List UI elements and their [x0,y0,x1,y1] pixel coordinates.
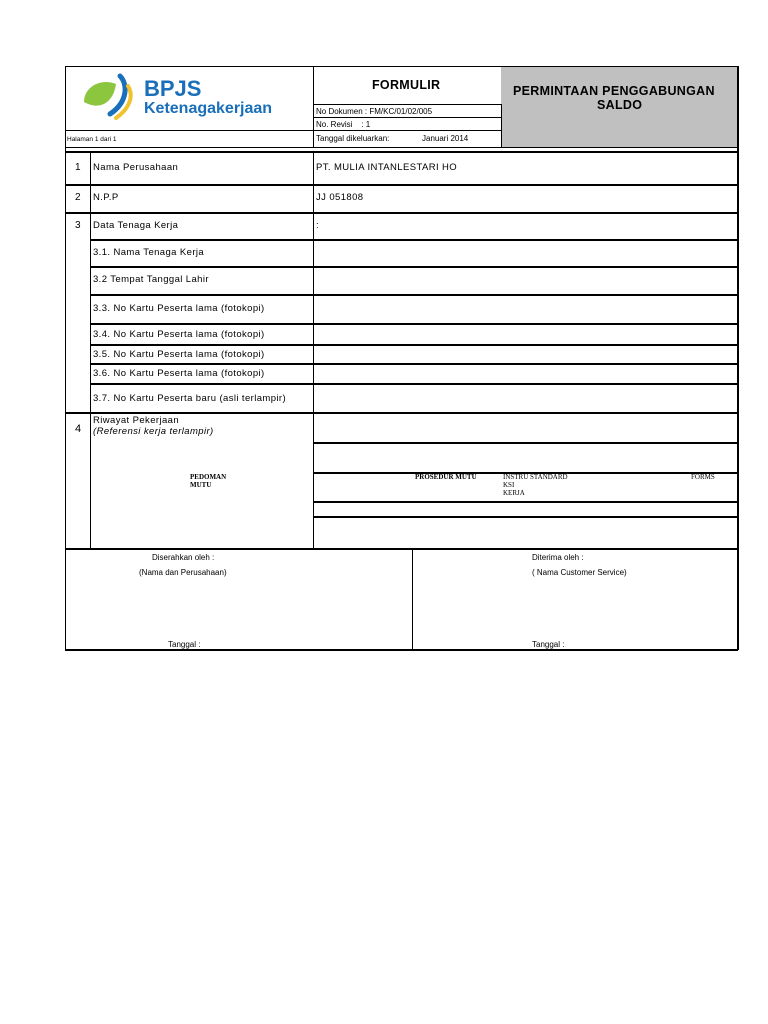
overlay-mutu: MUTU [190,481,212,489]
page-indicator: Halaman 1 dari 1 [67,136,117,143]
frame-right [737,66,739,650]
row-1-number: 1 [75,162,81,173]
header-divider-v2 [501,104,502,148]
row-line-9 [90,383,738,385]
row-1-value: PT. MULIA INTANLESTARI HO [316,162,458,173]
row-3-7-label: 3.7. No Kartu Peserta baru (asli terlampir) [93,393,287,404]
row-3-4-label: 3.4. No Kartu Peserta lama (fotokopi) [93,329,265,340]
overlay-kerja: KERJA [503,489,525,497]
row-2-value: JJ 051808 [316,192,364,203]
row-2-number: 2 [75,192,81,203]
row-4-note: (Referensi kerja terlampir) [93,426,214,437]
row-1-label: Nama Perusahaan [93,162,179,173]
header-bottom-a [65,147,738,148]
handed-over-date: Tanggal : [168,640,201,649]
overlay-pedoman: PEDOMAN [190,473,227,481]
r4-bottom [65,548,738,550]
row-line-4 [90,266,738,268]
row-3-value: : [316,220,320,231]
revision-number: No. Revisi : 1 [316,120,371,129]
col-num-divider [90,151,91,549]
r4-line-c [313,501,738,503]
logo-brand-text: BPJS [144,76,202,101]
logo-leaf-icon [80,72,140,124]
bpjs-logo [80,72,300,124]
row-3-6-label: 3.6. No Kartu Peserta lama (fotokopi) [93,368,265,379]
frame-bottom [65,649,738,651]
row-line-8 [90,363,738,365]
row-2-label: N.P.P [93,192,119,203]
frame-left [65,66,66,650]
row-3-label: Data Tenaga Kerja [93,220,179,231]
page-title-line2: SALDO [597,98,643,112]
header-bottom-b [65,151,738,153]
handed-over-by-sub: (Nama dan Perusahaan) [139,568,227,577]
row-line-2 [65,212,738,214]
row-3-number: 3 [75,220,81,231]
issue-date-label: Tanggal dikeluarkan: [316,134,390,143]
overlay-forms: FORMS [691,473,715,481]
row-4-number: 4 [75,423,82,435]
frame-top [65,66,738,67]
received-by-sub: ( Nama Customer Service) [532,568,627,577]
row-line-1 [65,184,738,186]
row-4-label: Riwayat Pekerjaan [93,415,180,426]
r4-line-a [313,442,738,444]
form-label: FORMULIR [372,78,441,92]
overlay-prosedur: PROSEDUR MUTU [415,473,477,481]
row-3-2-label: 3.2 Tempat Tanggal Lahir [93,274,209,285]
row-line-7 [90,344,738,346]
col-value-divider [313,151,314,549]
received-by-label: Diterima oleh : [532,553,584,562]
issue-date-value: Januari 2014 [422,134,469,143]
handed-over-by-label: Diserahkan oleh : [152,553,215,562]
row-3-1-label: 3.1. Nama Tenaga Kerja [93,247,205,258]
row-3-3-label: 3.3. No Kartu Peserta lama (fotokopi) [93,303,265,314]
r4-line-d [313,516,738,518]
row-line-3 [90,239,738,241]
row-3-5-label: 3.5. No Kartu Peserta lama (fotokopi) [93,349,265,360]
header-divider-v1 [313,66,314,148]
overlay-instru: INSTRU STANDARD [503,473,568,481]
page-title-line1: PERMINTAAN PENGGABUNGAN [513,84,715,98]
overlay-ksi: KSI [503,481,515,489]
row-line-10 [65,412,738,414]
header-hline-2 [313,117,501,118]
header-hline-1 [313,104,501,105]
row-line-6 [90,323,738,325]
received-date: Tanggal : [532,640,565,649]
document-number: No Dokumen : FM/KC/01/02/005 [316,107,433,116]
row-line-5 [90,294,738,296]
header-hline-3 [65,130,501,131]
footer-divider [412,548,413,650]
logo-sub-text: Ketenagakerjaan [144,100,273,117]
